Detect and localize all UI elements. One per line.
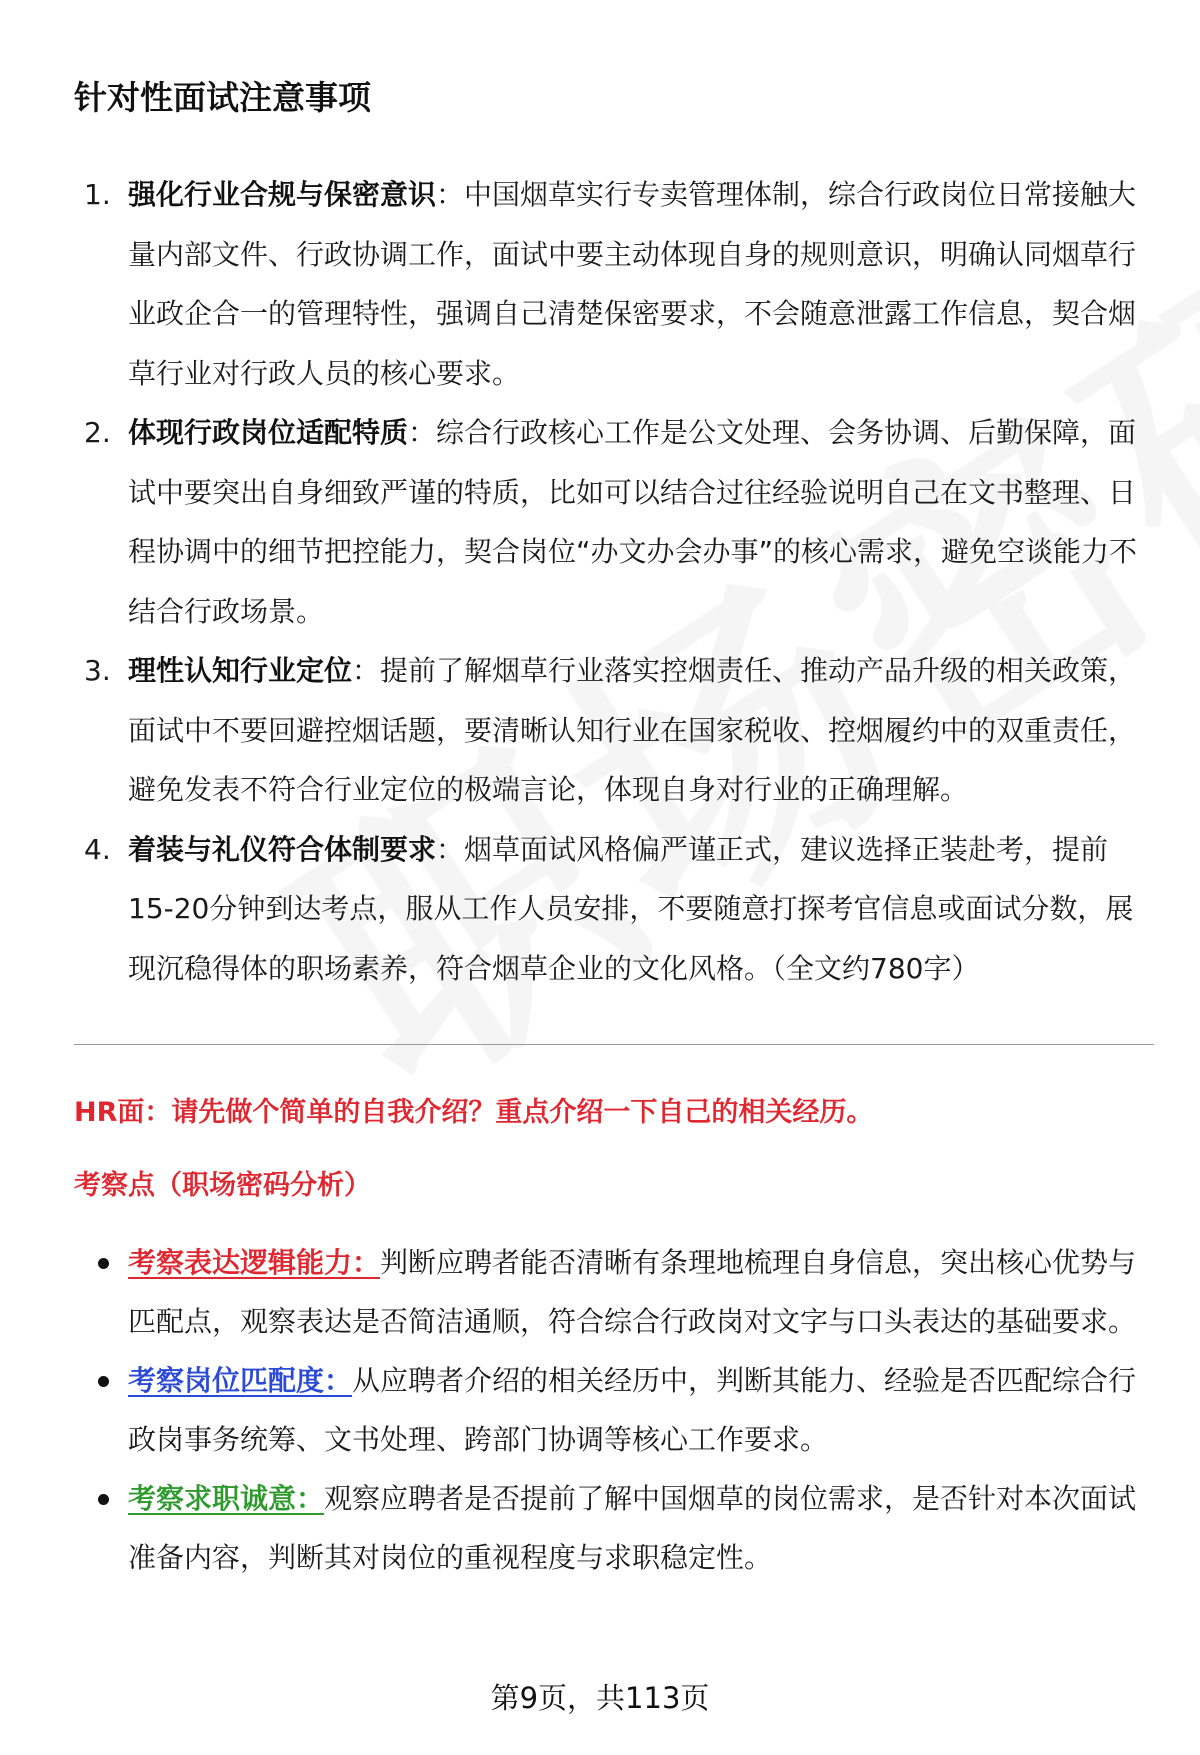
page-number-footer: 第9页，共113页 — [490, 1681, 710, 1715]
tip-text: 中国烟草实行专卖管理体制，综合行政岗位日常接触大量内部文件、行政协调工作，面试中要主动体现自身的规则意识，明确认同烟草行业政企合一的管理特性，强调自己清楚保密要求，不会随意泄露工作信息，契合烟草行业对行政人员的核心要求。 — [128, 178, 1137, 390]
tip-text: 综合行政核心工作是公文处理、会务协调、后勤保障，面试中要突出自身细致严谨的特质，比如可以结合过往经验说明自己在文书整理、日程协调中的细节把控能力，契合岗位“办文办会办事”的核心需求，避免空谈能力不结合行政场景。 — [128, 416, 1138, 628]
tip-title: 体现行政岗位适配特质 — [128, 416, 409, 449]
point-label: 考察岗位匹配度： — [128, 1364, 353, 1397]
assessment-point — [74, 1233, 1144, 1351]
point-label: 考察表达逻辑能力： — [128, 1246, 381, 1279]
tip-item — [74, 641, 1144, 820]
section-divider — [74, 1044, 1154, 1045]
tip-title: 理性认知行业定位 — [128, 654, 353, 687]
point-text: 观察应聘者是否提前了解中国烟草的岗位需求，是否针对本次面试准备内容，判断其对岗位的重视程度与求职稳定性。 — [128, 1482, 1137, 1574]
bullet-icon — [98, 1258, 109, 1269]
tips-list — [74, 165, 1144, 998]
tip-separator: ： — [352, 654, 381, 687]
tip-title: 强化行业合规与保密意识 — [128, 178, 437, 211]
tip-item — [74, 165, 1144, 403]
assessment-point — [74, 1469, 1144, 1587]
bullet-icon — [98, 1376, 109, 1387]
tip-item — [74, 403, 1144, 641]
tip-number: 2. — [84, 416, 111, 449]
tip-number: 1. — [84, 178, 111, 211]
interview-question: HR面：请先做个简单的自我介绍？重点介绍一下自己的相关经历。 — [74, 1097, 874, 1128]
tip-text: 提前了解烟草行业落实控烟责任、推动产品升级的相关政策，面试中不要回避控烟话题，要清晰认知行业在国家税收、控烟履约中的双重责任，避免发表不符合行业定位的极端言论，体现自身对行业的正确理解。 — [128, 654, 1137, 806]
point-text: 从应聘者介绍的相关经历中，判断其能力、经验是否匹配综合行政岗事务统筹、文书处理、跨部门协调等核心工作要求。 — [128, 1364, 1137, 1456]
tip-separator: ： — [408, 416, 437, 449]
assessment-points-list — [74, 1233, 1144, 1587]
tip-separator: ： — [436, 178, 465, 211]
section-heading: 针对性面试注意事项 — [74, 78, 371, 117]
point-label: 考察求职诚意： — [128, 1482, 325, 1515]
assessment-subheading: 考察点（职场密码分析） — [74, 1170, 371, 1201]
assessment-point — [74, 1351, 1144, 1469]
tip-number: 4. — [84, 832, 111, 866]
tip-item — [74, 820, 1144, 999]
tip-separator: ： — [436, 832, 465, 866]
bullet-icon — [98, 1494, 109, 1505]
tip-text: 烟草面试风格偏严谨正式，建议选择正装赴考，提前15-20分钟到达考点，服从工作人员安排，不要随意打探考官信息或面试分数，展现沉稳得体的职场素养，符合烟草企业的文化风格。（全文约780字） — [128, 832, 1134, 985]
point-text: 判断应聘者能否清晰有条理地梳理自身信息，突出核心优势与匹配点，观察表达是否简洁通顺，符合综合行政岗对文字与口头表达的基础要求。 — [128, 1246, 1137, 1338]
tip-number: 3. — [84, 654, 111, 687]
tip-title: 着装与礼仪符合体制要求 — [128, 832, 437, 866]
